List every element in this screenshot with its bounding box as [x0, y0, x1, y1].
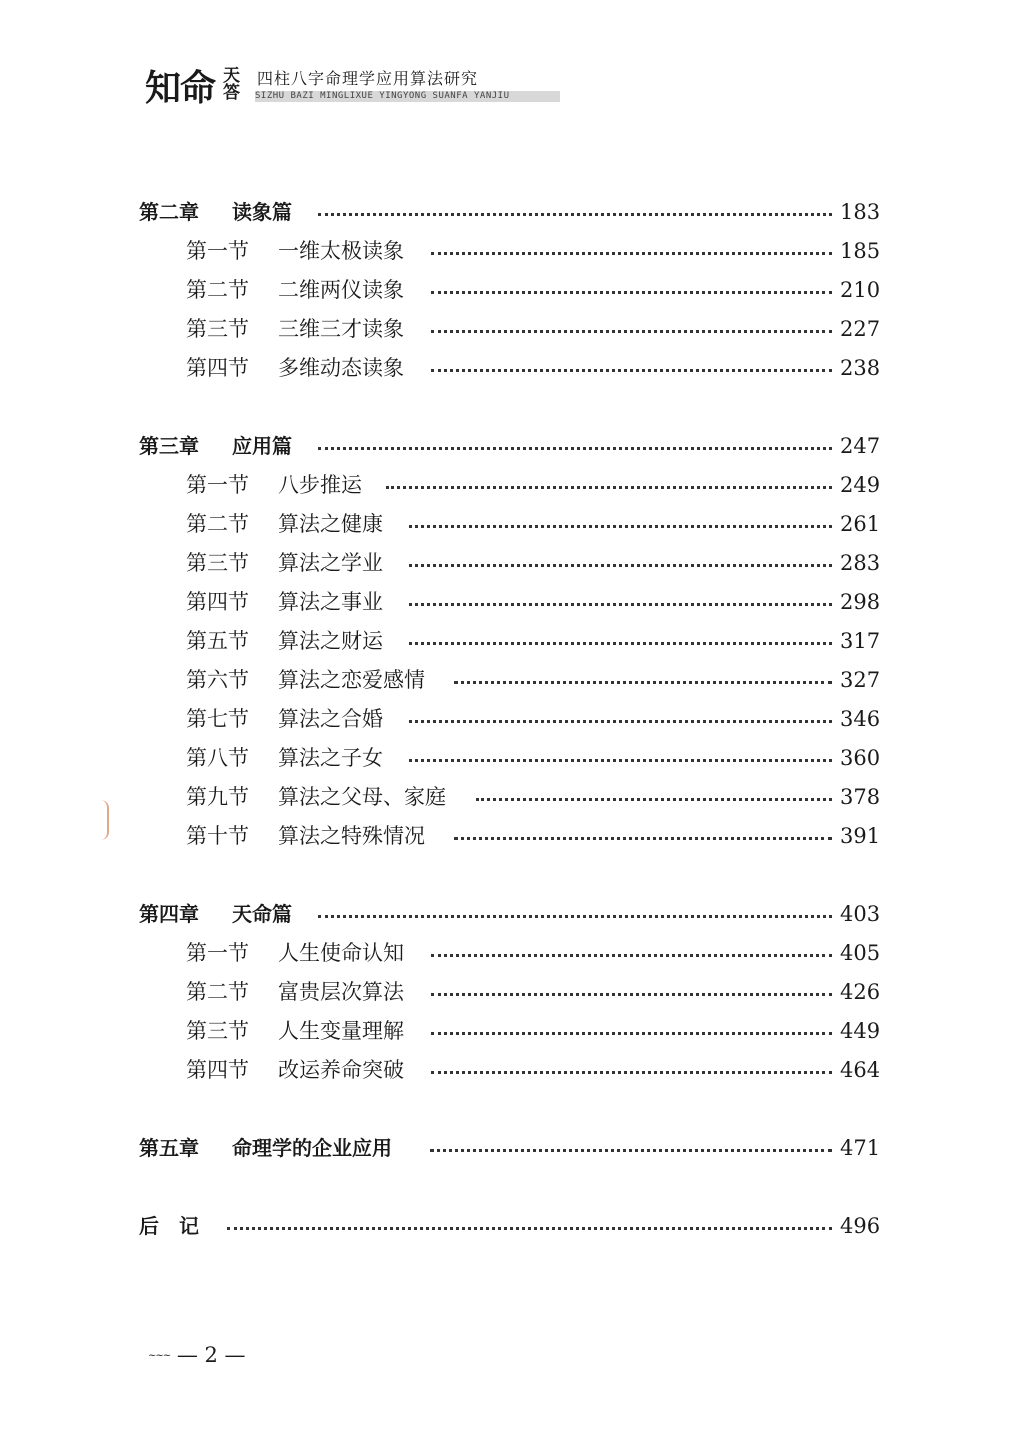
toc-page-number: 464: [840, 1058, 881, 1082]
toc-number: 第二节: [186, 980, 249, 1004]
toc-section-row: [0, 666, 1019, 694]
toc-number: 第四节: [186, 590, 249, 614]
toc-chapter-row: [0, 432, 1019, 460]
toc-page-number: 261: [840, 512, 881, 536]
toc-title: 算法之特殊情况: [278, 824, 425, 848]
toc-leader-dots: [409, 564, 832, 567]
toc-title: 改运养命突破: [278, 1058, 404, 1082]
toc-title: 富贵层次算法: [278, 980, 404, 1004]
toc-leader-dots: [409, 759, 832, 762]
toc-title: 一维太极读象: [278, 239, 404, 263]
toc-number: 后 记: [139, 1214, 199, 1238]
toc-section-row: [0, 939, 1019, 967]
toc-leader-dots: [409, 642, 832, 645]
toc-section-row: [0, 627, 1019, 655]
toc-chapter-row: [0, 1212, 1019, 1240]
toc-leader-dots: [454, 681, 832, 684]
toc-leader-dots: [431, 1032, 832, 1035]
toc-title: 人生变量理解: [278, 1019, 404, 1043]
toc-page-number: 403: [840, 902, 881, 926]
toc-leader-dots: [318, 915, 832, 918]
toc-section-row: [0, 744, 1019, 772]
toc-chapter-row: [0, 1134, 1019, 1162]
toc-section-row: [0, 510, 1019, 538]
toc-leader-dots: [431, 369, 832, 372]
toc-title: 多维动态读象: [278, 356, 404, 380]
toc-title: 人生使命认知: [278, 941, 404, 965]
page-number: — 2 —: [176, 1343, 246, 1367]
toc-section-row: [0, 705, 1019, 733]
book-title-pinyin: SIZHU BAZI MINGLIXUE YINGYONG SUANFA YANJIU: [255, 91, 560, 102]
toc-leader-dots: [476, 798, 832, 801]
toc-section-row: [0, 978, 1019, 1006]
toc-section-row: [0, 1056, 1019, 1084]
toc-page-number: 227: [840, 317, 881, 341]
toc-section-row: [0, 471, 1019, 499]
toc-page-number: 360: [840, 746, 881, 770]
toc-leader-dots: [431, 291, 832, 294]
toc-number: 第四节: [186, 1058, 249, 1082]
running-header: [145, 68, 565, 108]
toc-number: 第一节: [186, 473, 249, 497]
toc-page-number: 247: [840, 434, 881, 458]
toc-title: 算法之健康: [278, 512, 383, 536]
toc-number: 第一节: [186, 239, 249, 263]
toc-section-row: [0, 276, 1019, 304]
margin-mark: [101, 800, 109, 840]
toc-title: 算法之事业: [278, 590, 383, 614]
toc-number: 第五节: [186, 629, 249, 653]
toc-number: 第四章: [139, 902, 199, 926]
toc-leader-dots: [409, 525, 832, 528]
toc-title: 算法之子女: [278, 746, 383, 770]
toc-number: 第九节: [186, 785, 249, 809]
toc-page-number: 405: [840, 941, 881, 965]
toc-leader-dots: [227, 1227, 832, 1230]
toc-number: 第四节: [186, 356, 249, 380]
toc-number: 第八节: [186, 746, 249, 770]
book-title: 四柱八字命理学应用算法研究: [257, 69, 479, 88]
toc-number: 第七节: [186, 707, 249, 731]
toc-section-row: [0, 783, 1019, 811]
toc-page-number: 185: [840, 239, 881, 263]
toc-page-number: 238: [840, 356, 881, 380]
toc-number: 第三章: [139, 434, 199, 458]
toc-number: 第三节: [186, 551, 249, 575]
toc-page-number: 346: [840, 707, 881, 731]
toc-title: 算法之财运: [278, 629, 383, 653]
footer-mark: ~~~: [148, 1350, 171, 1362]
toc-section-row: [0, 315, 1019, 343]
toc-number: 第二节: [186, 278, 249, 302]
toc-title: 算法之学业: [278, 551, 383, 575]
toc-title: 三维三才读象: [278, 317, 404, 341]
toc-section-row: [0, 354, 1019, 382]
toc-leader-dots: [431, 1071, 832, 1074]
toc-chapter-row: [0, 198, 1019, 226]
toc-page-number: 327: [840, 668, 881, 692]
toc-title: 八步推运: [278, 473, 362, 497]
toc-number: 第二节: [186, 512, 249, 536]
toc-title: 天命篇: [232, 902, 292, 926]
toc-leader-dots: [454, 837, 832, 840]
toc-number: 第五章: [139, 1136, 199, 1160]
toc-page-number: 298: [840, 590, 881, 614]
toc-chapter-row: [0, 900, 1019, 928]
toc-title: 二维两仪读象: [278, 278, 404, 302]
toc-number: 第十节: [186, 824, 249, 848]
toc-page-number: 210: [840, 278, 881, 302]
toc-leader-dots: [409, 603, 832, 606]
series-logo: 知命: [145, 67, 216, 109]
toc-page-number: 249: [840, 473, 881, 497]
toc-number: 第二章: [139, 200, 199, 224]
toc-page-number: 496: [840, 1214, 881, 1238]
toc-number: 第三节: [186, 1019, 249, 1043]
toc-title: 命理学的企业应用: [232, 1136, 392, 1160]
toc-page-number: 449: [840, 1019, 881, 1043]
toc-leader-dots: [430, 1149, 832, 1152]
toc-page-number: 317: [840, 629, 881, 653]
toc-number: 第一节: [186, 941, 249, 965]
toc-section-row: [0, 822, 1019, 850]
toc-leader-dots: [431, 330, 832, 333]
toc-leader-dots: [431, 252, 832, 255]
toc-leader-dots: [409, 720, 832, 723]
toc-leader-dots: [318, 213, 832, 216]
toc-title: 读象篇: [232, 200, 292, 224]
toc-section-row: [0, 237, 1019, 265]
toc-number: 第六节: [186, 668, 249, 692]
toc-title: 算法之合婚: [278, 707, 383, 731]
toc-leader-dots: [386, 486, 832, 489]
toc-section-row: [0, 588, 1019, 616]
toc-page-number: 283: [840, 551, 881, 575]
series-logo-small: 天 答: [223, 66, 240, 103]
toc-leader-dots: [318, 447, 832, 450]
toc-page-number: 378: [840, 785, 881, 809]
toc-leader-dots: [431, 993, 832, 996]
toc-title: 算法之父母、家庭: [278, 785, 446, 809]
toc-title: 算法之恋爱感情: [278, 668, 425, 692]
page-footer: [148, 1343, 246, 1369]
toc-page-number: 183: [840, 200, 881, 224]
toc-leader-dots: [431, 954, 832, 957]
toc-page-number: 426: [840, 980, 881, 1004]
toc-section-row: [0, 1017, 1019, 1045]
toc-section-row: [0, 549, 1019, 577]
toc-title: 应用篇: [232, 434, 292, 458]
toc-page-number: 471: [840, 1136, 881, 1160]
toc-number: 第三节: [186, 317, 249, 341]
toc-page-number: 391: [840, 824, 881, 848]
